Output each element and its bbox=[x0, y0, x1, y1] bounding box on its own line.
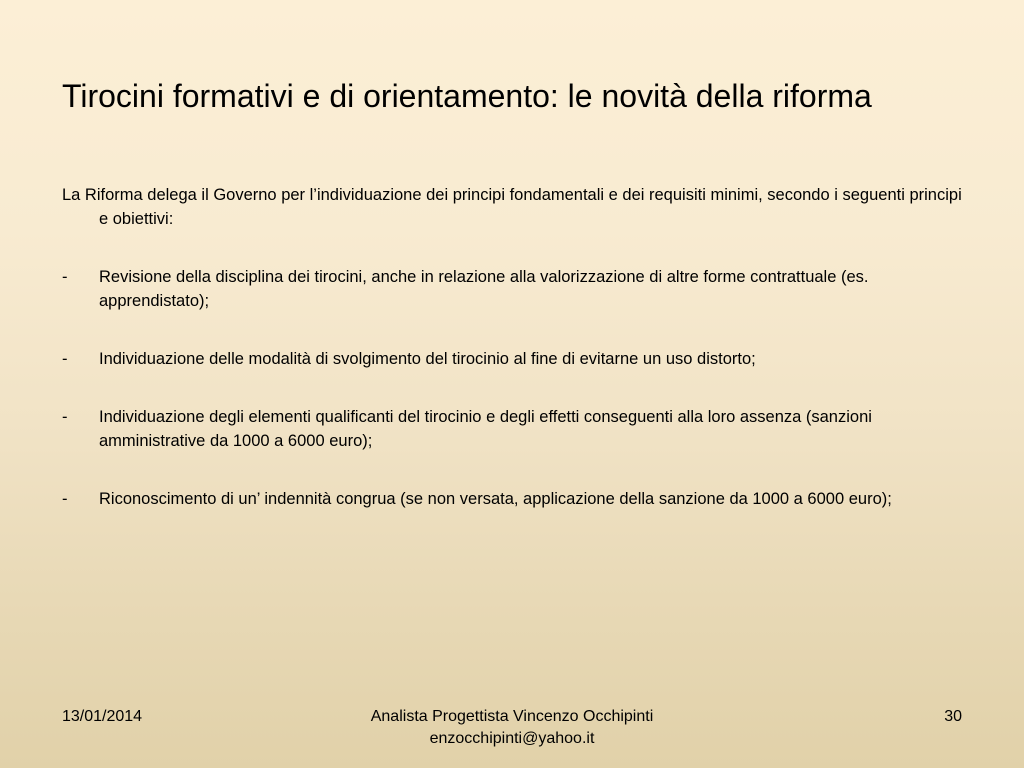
footer-email: enzocchipinti@yahoo.it bbox=[429, 730, 595, 747]
slide-title: Tirocini formativi e di orientamento: le novità della riforma bbox=[62, 78, 872, 114]
dash-bullet-marker: - bbox=[62, 268, 68, 286]
list-item bbox=[62, 347, 962, 371]
list-item bbox=[62, 265, 962, 313]
list-item-text: Riconoscimento di un’ indennità congrua (se non versata, applicazione della sanzione da 1000 a 6000 euro); bbox=[99, 490, 892, 508]
list-item-text: Individuazione degli elementi qualificanti del tirocinio e degli effetti conseguenti alla loro assenza (sanzioni amministrative da 1000 a 6000 euro); bbox=[99, 408, 872, 450]
footer-author bbox=[312, 706, 712, 750]
list-item bbox=[62, 405, 962, 453]
dash-bullet-marker: - bbox=[62, 408, 68, 426]
footer-date: 13/01/2014 bbox=[62, 708, 143, 725]
dash-bullet-marker: - bbox=[62, 350, 68, 368]
bullet-list bbox=[62, 265, 962, 511]
footer-author-line: Analista Progettista Vincenzo Occhipinti bbox=[370, 708, 654, 725]
list-item-text: Individuazione delle modalità di svolgimento del tirocinio al fine di evitarne un uso distorto; bbox=[99, 350, 756, 368]
slide-number: 30 bbox=[944, 708, 962, 725]
list-item bbox=[62, 487, 962, 511]
intro-paragraph: La Riforma delega il Governo per l’individuazione dei principi fondamentali e dei requisiti minimi, secondo i seguenti principi e obiettivi: bbox=[62, 186, 962, 228]
dash-bullet-marker: - bbox=[62, 490, 68, 508]
list-item-text: Revisione della disciplina dei tirocini, anche in relazione alla valorizzazione di altre forme contrattuale (es. apprendistato); bbox=[99, 268, 869, 310]
slide-body bbox=[62, 183, 962, 511]
